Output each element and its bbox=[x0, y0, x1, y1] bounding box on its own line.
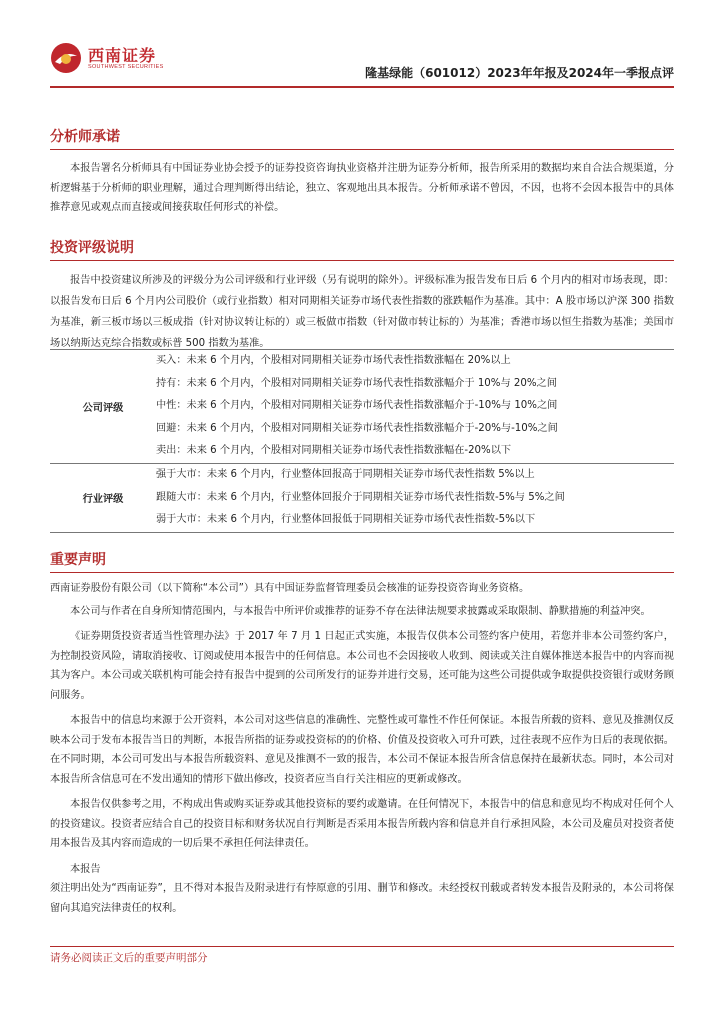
company-rating-row: 卖出：未来 6 个月内，个股相对同期相关证券市场代表性指数涨幅在-20%以下 bbox=[156, 445, 512, 457]
rating-section-title: 投资评级说明 bbox=[50, 240, 134, 256]
analyst-section-rule bbox=[50, 149, 674, 150]
industry-rating-row: 跟随大市：未来 6 个月内，行业整体回报介于同期相关证券市场代表性指数-5%与 5%之间 bbox=[156, 491, 565, 503]
rating-section bbox=[50, 238, 674, 354]
disclaimer-paragraph: 本报告中的信息均来源于公开资料，本公司对这些信息的准确性、完整性或可靠性不作任何保证。本报告所载的资料、意见及推测仅反映本公司于发布本报告当日的判断，本报告所指的证券或投资标的的价格、价值及投资收入可升可跌，过往表现不应作为日后的表现依据。在不同时期，本公司可发出与本报告所载资料、意见及推测不一致的报告，本公司不保证本报告所含信息保持在最新状态。同时，本公司对本报告所含信息可在不发出通知的情形下做出修改，投资者应当自行关注相应的更新或修改。 bbox=[50, 715, 674, 785]
disclaimer-paragraph: 西南证券股份有限公司（以下简称“本公司”）具有中国证券监督管理委员会核准的证券投资咨询业务资格。 bbox=[50, 583, 530, 594]
footer-divider bbox=[50, 946, 674, 947]
disclaimer-section-title: 重要声明 bbox=[50, 552, 106, 568]
company-rating-row: 买入：未来 6 个月内，个股相对同期相关证券市场代表性指数涨幅在 20%以上 bbox=[156, 355, 511, 366]
company-rating-row: 中性：未来 6 个月内，个股相对同期相关证券市场代表性指数涨幅介于-10%与 10%之间 bbox=[156, 400, 558, 412]
rating-table bbox=[50, 349, 674, 533]
company-logo bbox=[50, 38, 190, 78]
footer-notice: 请务必阅读正文后的重要声明部分 bbox=[50, 952, 208, 964]
disclaimer-paragraph: 《证券期货投资者适当性管理办法》于 2017 年 7 月 1 日起正式实施，本报告仅供本公司签约客户使用，若您并非本公司签约客户，为控制投资风险，请取消接收、订阅或使用本报告中的任何信息。本公司也不会因接收人收到、阅读或关注自媒体推送本报告中的内容而视其为客户。本公司或关联机构可能会持有报告中提到的公司所发行的证券并进行交易，还可能为这些公司提供或争取提供投资银行或财务顾问服务。 bbox=[50, 631, 674, 701]
company-rating-row: 回避：未来 6 个月内，个股相对同期相关证券市场代表性指数涨幅介于-20%与-10%之间 bbox=[156, 422, 558, 434]
logo-text-en: SOUTHWEST SECURITIES bbox=[88, 64, 164, 70]
disclaimer-section-rule bbox=[50, 572, 674, 573]
company-rating-label: 公司评级 bbox=[82, 402, 124, 414]
analyst-paragraph: 本报告署名分析师具有中国证券业协会授予的证券投资咨询执业资格并注册为证券分析师，报告所采用的数据均来自合法合规渠道，分析逻辑基于分析师的职业理解，通过合理判断得出结论，独立、客观地出具本报告。分析师承诺不曾因，不因，也将不会因本报告中的具体推荐意见或观点而直接或间接获取任何形式的补偿。 bbox=[50, 163, 674, 213]
report-title: 隆基绿能（601012）2023年年报及2024年一季报点评 bbox=[365, 66, 674, 80]
industry-rating-group bbox=[50, 463, 674, 532]
industry-rating-label: 行业评级 bbox=[82, 494, 124, 506]
disclaimer-paragraph: 本报告 bbox=[70, 863, 101, 875]
rating-section-rule bbox=[50, 260, 674, 261]
company-rating-group bbox=[50, 350, 674, 464]
logo-text-cn: 西南证券 bbox=[88, 46, 157, 65]
rating-paragraph: 报告中投资建议所涉及的评级分为公司评级和行业评级（另有说明的除外）。评级标准为报告发布日后 6 个月内的相对市场表现，即：以报告发布日后 6 个月内公司股价（或行业指数）相对同期相关证券市场代表性指数的涨跌幅作为基准。其中：A 股市场以沪深 300 指数为基准，新三板市场以三板成指（针对协议转让标的）或三板做市指数（针对做市转让标的）为基准；香港市场以恒生指数为基准；美国市场以纳斯达克综合指数或标普 500 指数为基准。 bbox=[50, 275, 674, 349]
analyst-section bbox=[50, 127, 674, 218]
disclaimer-section bbox=[50, 550, 674, 918]
header-divider bbox=[50, 86, 674, 88]
disclaimer-paragraph: 本公司与作者在自身所知情范围内，与本报告中所评价或推荐的证券不存在法律法规要求披露或采取限制、静默措施的利益冲突。 bbox=[70, 605, 651, 617]
disclaimer-paragraph: 本报告仅供参考之用，不构成出售或购买证券或其他投资标的要约或邀请。在任何情况下，本报告中的信息和意见均不构成对任何个人的投资建议。投资者应结合自己的投资目标和财务状况自行判断是否采用本报告所载内容和信息并自行承担风险，本公司及雇员对投资者使用本报告及其内容而造成的一切后果不承担任何法律责任。 bbox=[50, 799, 674, 849]
disclaimer-paragraph: 须注明出处为“西南证券”，且不得对本报告及附录进行有悖原意的引用、删节和修改。未经授权刊载或者转发本报告及附录的，本公司将保留向其追究法律责任的权利。 bbox=[50, 883, 674, 914]
industry-rating-row: 弱于大市：未来 6 个月内，行业整体回报低于同期相关证券市场代表性指数-5%以下 bbox=[156, 514, 536, 526]
analyst-section-title: 分析师承诺 bbox=[50, 129, 120, 145]
logo-emblem-icon bbox=[50, 42, 82, 74]
industry-rating-row: 强于大市：未来 6 个月内，行业整体回报高于同期相关证券市场代表性指数 5%以上 bbox=[156, 468, 535, 480]
page-header bbox=[50, 38, 674, 84]
company-rating-row: 持有：未来 6 个月内，个股相对同期相关证券市场代表性指数涨幅介于 10%与 20%之间 bbox=[156, 377, 557, 389]
